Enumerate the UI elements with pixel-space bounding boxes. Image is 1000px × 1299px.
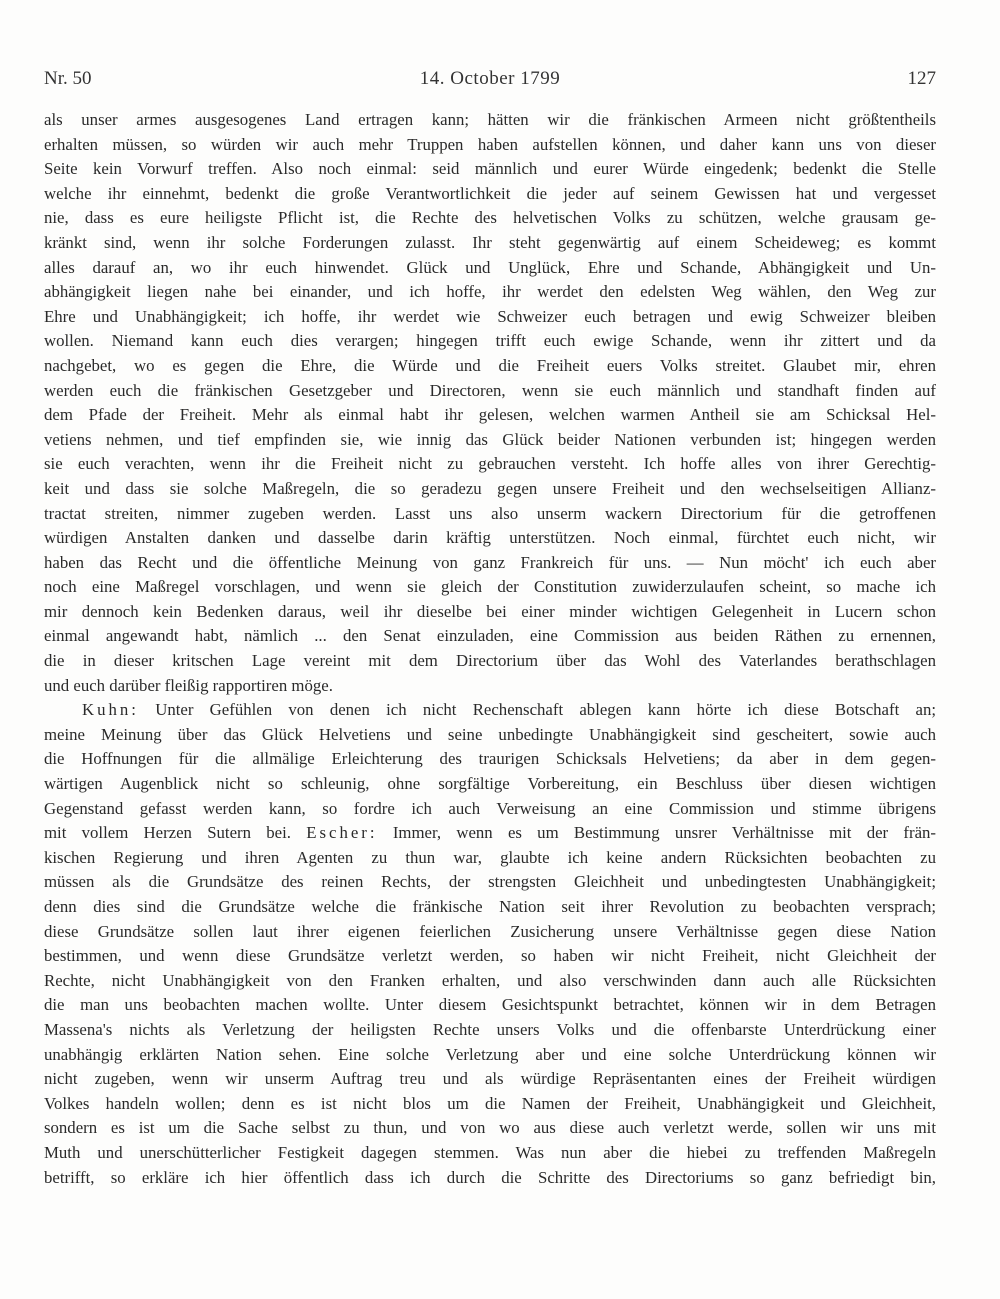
text-line: abhängigkeit liegen nahe bei einander, und ich hoffe, ihr werdet den edelsten Weg wählen, den Weg zur	[44, 282, 936, 302]
kuhn-speech-line	[44, 698, 936, 723]
text-line: kränkt sind, wenn ihr solche Forderungen zulasst. Ihr steht gegenwärtig auf einem Scheideweg; es kommt	[44, 232, 936, 252]
text-line: einmal angewandt habt, nämlich ... den Senat einzuladen, eine Commission aus beiden Räthen zu ernennen,	[44, 626, 936, 646]
text-line: sondern es ist um die Sache selbst zu thun, und von wo aus diese auch verletzt werde, sollen wir uns mit	[44, 1118, 936, 1138]
text-line: sie euch verachten, wenn ihr die Freiheit nicht zu gebrauchen versteht. Ich hoffe alles von ihrer Gerechtig-	[44, 454, 936, 474]
text-line: keit und dass sie solche Maßregeln, die so geradezu gegen unsere Freiheit und den wechselseitigen Allianz-	[44, 478, 936, 498]
text-line: müssen als die Grundsätze des reinen Rechts, der strengsten Gleichheit und unbedingtesten Unabhängigkeit;	[44, 872, 936, 892]
text-line: alles darauf an, wo ihr euch hinwendet. Glück und Unglück, Ehre und Schande, Abhängigkeit und Un-	[44, 257, 936, 277]
text-line: haben das Recht und die öffentliche Meinung von ganz Frankreich für uns. — Nun möcht' ich euch aber	[44, 552, 936, 572]
text-line: denn dies sind die Grundsätze welche die fränkische Nation seit ihrer Revolution zu beobachten versprach;	[44, 897, 936, 916]
kuhn-first-line: Unter Gefühlen von denen ich nicht Rechenschaft ablegen kann hörte ich diese Botschaft an;	[155, 700, 936, 720]
text-line: bestimmen, und wenn diese Grundsätze verletzt werden, so haben wir nicht Freiheit, nicht Gleichheit der	[44, 946, 936, 966]
text-line: Rechte, nicht Unabhängigkeit von den Franken erhalten, und also verschwinden dann auch alle Rücksichten	[44, 970, 936, 990]
issue-number: Nr. 50	[44, 68, 92, 89]
text-line: die man uns beobachten machen wollte. Unter diesem Gesichtspunkt betrachtet, können wir in dem Betragen	[44, 995, 936, 1015]
text-line: Ehre und Unabhängigkeit; ich hoffe, ihr werdet wie Schweizer euch betragen und ewig Schweizer bleiben	[44, 306, 936, 326]
text-line: Massena's nichts als Verletzung der heiligsten Rechte unsers Volks und die offenbarste Unterdrückung einer	[44, 1019, 936, 1039]
text-line: Gegenstand gefasst werden kann, so fordre ich auch Verweisung an eine Commission und stimme übrigens	[44, 798, 936, 818]
text-line: kischen Regierung und ihren Agenten zu thun war, glaubte ich keine andern Rücksichten beobachten zu	[44, 847, 936, 867]
text-line: Volkes handeln wollen; denn es ist nicht blos um die Namen der Freiheit, Unabhängigkeit und Gleichheit,	[44, 1093, 936, 1113]
text-line: diese Grundsätze sollen laut ihrer eigenen feierlichen Zusicherung unsere Verhältnisse gegen diese Nation	[44, 921, 936, 941]
text-line: meine Meinung über das Glück Helvetiens und seine unbedingte Unabhängigkeit sind gescheitert, sowie auch	[44, 724, 936, 744]
text-line: mir dennoch kein Bedenken daraus, weil ihr dieselbe bei einer minder wichtigen Gelegenheit in Lucern schon	[44, 601, 936, 621]
escher-pre-text: mit vollem Herzen Sutern bei.	[44, 823, 291, 843]
text-line: werden euch die fränkischen Gesetzgeber und Directoren, wenn sie euch männlich und standhaft finden auf	[44, 380, 936, 400]
text-line: wollen. Niemand kann euch dies verargen; hingegen trifft euch ewige Schande, wenn ihr zittert und da	[44, 331, 936, 351]
speaker-kuhn: Kuhn:	[82, 700, 139, 720]
speaker-escher: Escher:	[306, 823, 378, 843]
text-line: wärtigen Augenblick nicht so schleunig, ohne sorgfältige Vorbereitung, ein Beschluss über diesen wichtigen	[44, 774, 936, 794]
text-line: welche ihr einnehmt, bedenkt die große Verantwortlichkeit die jeder auf seinem Gewissen hat und vergesset	[44, 183, 936, 203]
text-line: betrifft, so erkläre ich hier öffentlich dass ich durch die Schritte des Directoriums so ganz befriedigt bin,	[44, 1167, 936, 1187]
text-line: erhalten müssen, so würden wir auch mehr Truppen haben aufstellen können, und daher kann uns von dieser	[44, 134, 936, 154]
escher-speech-line	[44, 821, 936, 846]
text-line: nie, dass es eure heiligste Pflicht ist, die Rechte des helvetischen Volks zu schützen, welche grausam ge-	[44, 208, 936, 228]
text-line: die in dieser kritschen Lage vereint mit dem Directorium über das Wohl des Vaterlandes berathschlagen	[44, 651, 936, 671]
text-line: nachgebet, wo es gegen die Ehre, die Würde und die Freiheit euers Volks streitet. Glaubet mir, ehren	[44, 355, 936, 375]
text-line: noch eine Maßregel vorschlagen, und wenn sie gleich der Constitution zuwiderzulaufen scheint, so mache ich	[44, 577, 936, 597]
text-line: dem Pfade der Freiheit. Mehr als einmal habt ihr gelesen, welchen warmen Antheil sie am Schicksal Hel-	[44, 405, 936, 425]
text-line: vetiens nehmen, und tief empfinden sie, wie innig das Glück beider Nationen verbunden ist; hingegen werden	[44, 429, 936, 449]
text-line: Muth und unerschütterlicher Festigkeit dagegen stemmen. Was nun aber die hiebei zu treffenden Maßregeln	[44, 1142, 936, 1162]
escher-first-text: Immer, wenn es um Bestimmung unsrer Verhältnisse mit der frän-	[392, 823, 936, 843]
text-line: nicht zugeben, wenn wir unserm Auftrag treu und als würdige Repräsentanten eines der Freiheit würdigen	[44, 1069, 936, 1089]
running-head	[44, 66, 936, 92]
text-line: und euch darüber fleißig rapportiren möge.	[44, 675, 333, 695]
text-line: Seite kein Vorwurf treffen. Also noch einmal: seid männlich und eurer Würde eingedenk; bedenkt die Stelle	[44, 159, 936, 179]
text-line: tractat streiten, nimmer zugeben werden. Lasst uns also unserm wackern Directorium für die getroffenen	[44, 503, 936, 523]
text-line: unabhängig erklärten Nation sehen. Eine solche Verletzung aber und eine solche Unterdrückung können wir	[44, 1044, 936, 1064]
body-text	[44, 108, 936, 1190]
text-line: würdigen Anstalten danken und dasselbe darin kräftig unterstützen. Noch einmal, fürchtet euch nicht, wir	[44, 528, 936, 548]
issue-date: 14. October 1799	[419, 68, 561, 89]
page-number: 127	[907, 68, 936, 89]
text-line: die Hoffnungen für die allmälige Erleichterung des traurigen Schicksals Helvetiens; da aber in dem gegen-	[44, 749, 936, 769]
text-line: als unser armes ausgesogenes Land ertragen kann; hätten wir die fränkischen Armeen nicht größtentheils	[44, 110, 936, 129]
